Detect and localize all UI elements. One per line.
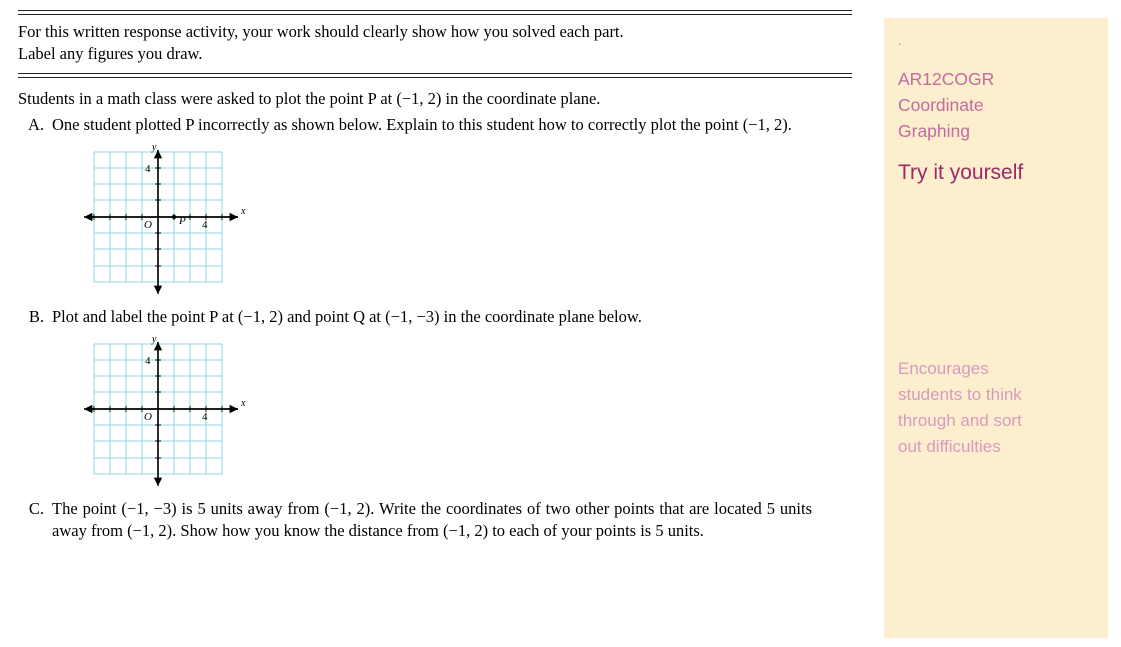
x-axis-label-a: x bbox=[241, 206, 246, 217]
coordinate-plane-a-svg bbox=[80, 142, 260, 297]
origin-label-b: O bbox=[144, 411, 152, 423]
header-note-line-1: For this written response activity, your work should clearly show how you solved each part. bbox=[18, 22, 624, 41]
sidebar-note-line-3: through and sort bbox=[898, 411, 1022, 430]
header-note-line-2: Label any figures you draw. bbox=[18, 44, 203, 63]
origin-label-a: O bbox=[144, 219, 152, 231]
top-divider bbox=[18, 10, 852, 15]
coordinate-plane-b-svg bbox=[80, 334, 260, 489]
part-a bbox=[18, 114, 852, 136]
sidebar-code-line-2: Coordinate bbox=[898, 95, 984, 115]
y-axis-label-a: y bbox=[152, 142, 157, 153]
part-a-text: One student plotted P incorrectly as shown below. Explain to this student how to correctly plot the point (−1, 2). bbox=[52, 115, 792, 134]
part-b-text: Plot and label the point P at (−1, 2) and point Q at (−1, −3) in the coordinate plane below. bbox=[52, 307, 642, 326]
y-tick-label-b: 4 bbox=[145, 355, 151, 367]
y-axis-label-b: y bbox=[152, 334, 157, 345]
graph-part-a bbox=[80, 142, 852, 302]
sidebar-code-line-3: Graphing bbox=[898, 121, 970, 141]
sidebar-activity-code bbox=[898, 66, 1094, 144]
axes-a bbox=[84, 150, 238, 294]
part-b-letter: B. bbox=[28, 307, 44, 326]
axes-b bbox=[84, 342, 238, 486]
question-stem: Students in a math class were asked to plot the point P at (−1, 2) in the coordinate plane. bbox=[18, 89, 601, 108]
part-a-letter: A. bbox=[27, 115, 44, 134]
sidebar-note-line-2: students to think bbox=[898, 385, 1022, 404]
sidebar-dot: . bbox=[898, 34, 902, 48]
part-c bbox=[18, 498, 852, 542]
part-c-letter: C. bbox=[28, 499, 44, 518]
sidebar-note bbox=[898, 356, 1098, 460]
sidebar-code-line-1: AR12COGR bbox=[898, 69, 995, 89]
plotted-point-label-a: P bbox=[179, 215, 186, 227]
plotted-point-a bbox=[172, 215, 176, 219]
sidebar bbox=[884, 18, 1108, 638]
sidebar-note-line-1: Encourages bbox=[898, 359, 989, 378]
part-c-text: The point (−1, −3) is 5 units away from (−1, 2). Write the coordinates of two other points that are located 5 units away from (−1, 2). Show how you know the distance from (−1, 2) to each of your points is 5 units. bbox=[52, 499, 812, 540]
y-tick-label-a: 4 bbox=[145, 163, 151, 175]
part-b bbox=[18, 306, 852, 328]
x-tick-label-b: 4 bbox=[202, 411, 208, 423]
x-tick-label-a: 4 bbox=[202, 219, 208, 231]
second-divider bbox=[18, 73, 852, 78]
sidebar-note-line-4: out difficulties bbox=[898, 437, 1001, 456]
x-axis-label-b: x bbox=[241, 398, 246, 409]
sidebar-heading-try-it: Try it yourself bbox=[898, 161, 1024, 184]
graph-part-b bbox=[80, 334, 852, 494]
